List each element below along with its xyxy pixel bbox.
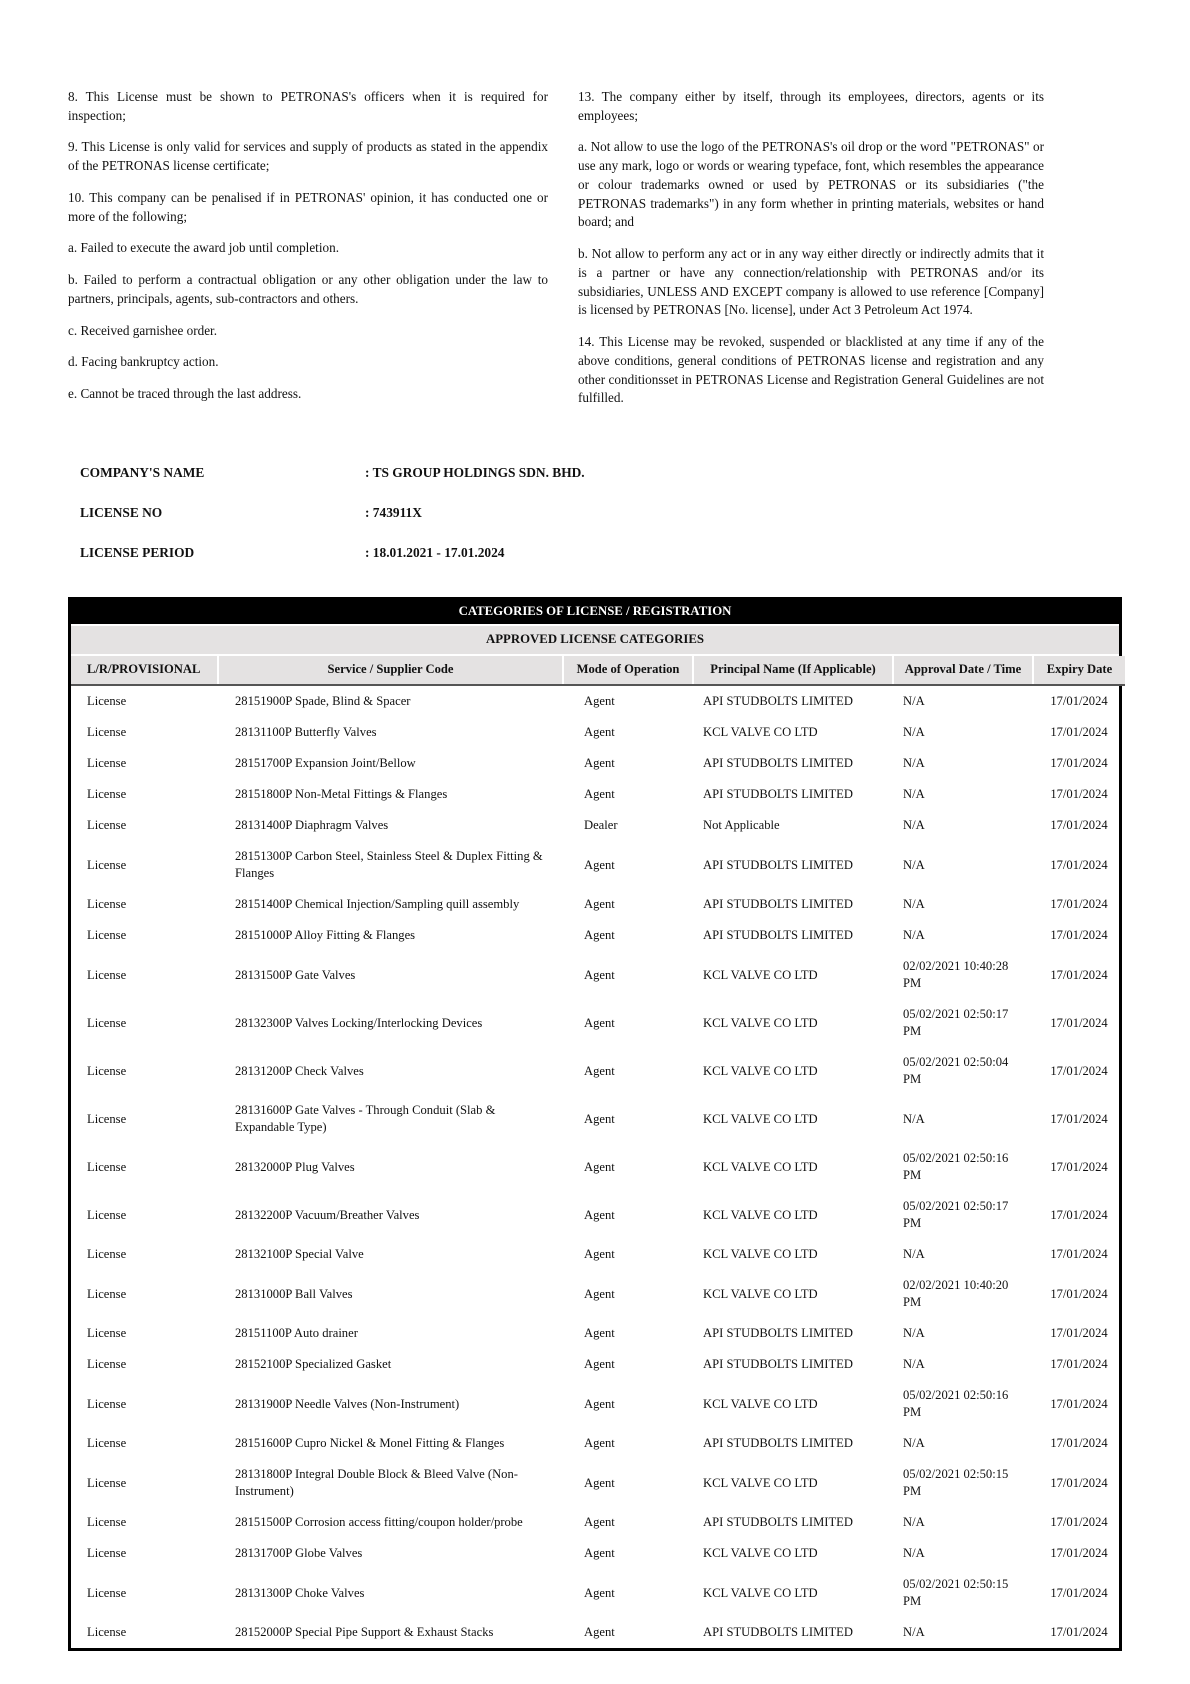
cell-expiry-date: 17/01/2024	[1050, 1286, 1108, 1301]
cell-mode: Agent	[584, 725, 615, 740]
cell-principal-name: API STUDBOLTS LIMITED	[703, 787, 853, 802]
column-header-expiry-date: Expiry Date	[1033, 656, 1125, 685]
cell-lr-provisional: License	[87, 1326, 127, 1341]
clause-paragraph: b. Failed to perform a contractual obligation or any other obligation under the law to partners, principals, agents, sub-contractors and others.	[68, 272, 548, 306]
license-period-value: : 18.01.2021 - 17.01.2024	[365, 545, 505, 561]
cell-principal-name: KCL VALVE CO LTD	[703, 1396, 818, 1411]
table-row	[71, 951, 1125, 999]
company-name-value: : TS GROUP HOLDINGS SDN. BHD.	[365, 465, 585, 481]
cell-principal-name: KCL VALVE CO LTD	[703, 1585, 818, 1600]
column-header-principal-name: Principal Name (If Applicable)	[693, 656, 893, 685]
cell-approval-date: N/A	[903, 787, 925, 802]
cell-mode: Agent	[584, 756, 615, 771]
table-row	[71, 685, 1125, 717]
cell-mode: Agent	[584, 1396, 615, 1411]
cell-service-code: 28152000P Special Pipe Support & Exhaust Stacks	[235, 1625, 494, 1640]
cell-approval-date: 05/02/2021 02:50:15 PM	[903, 1577, 1009, 1609]
license-no-label: LICENSE NO	[80, 505, 163, 521]
cell-expiry-date: 17/01/2024	[1050, 967, 1108, 982]
column-header-service-supplier-code: Service / Supplier Code	[218, 656, 563, 685]
cell-mode: Agent	[584, 1247, 615, 1262]
table-row	[71, 1380, 1125, 1428]
license-period-row	[80, 545, 1190, 561]
cell-principal-name: Not Applicable	[703, 818, 780, 833]
cell-approval-date: 05/02/2021 02:50:17 PM	[903, 1007, 1009, 1039]
column-header-lr-provisional: L/R/PROVISIONAL	[71, 656, 218, 685]
table-row	[71, 1047, 1125, 1095]
cell-service-code: 28132300P Valves Locking/Interlocking Devices	[235, 1015, 483, 1030]
company-name-label: COMPANY'S NAME	[80, 465, 205, 481]
cell-lr-provisional: License	[87, 1396, 127, 1411]
cell-mode: Agent	[584, 1475, 615, 1490]
cell-lr-provisional: License	[87, 756, 127, 771]
cell-service-code: 28131600P Gate Valves - Through Conduit (Slab & Expandable Type)	[235, 1103, 496, 1135]
cell-expiry-date: 17/01/2024	[1050, 1063, 1108, 1078]
cell-approval-date: N/A	[903, 1625, 925, 1640]
cell-expiry-date: 17/01/2024	[1050, 1207, 1108, 1222]
table-row	[71, 810, 1125, 841]
cell-expiry-date: 17/01/2024	[1050, 1396, 1108, 1411]
cell-service-code: 28151000P Alloy Fitting & Flanges	[235, 928, 416, 943]
cell-principal-name: API STUDBOLTS LIMITED	[703, 897, 853, 912]
cell-service-code: 28151400P Chemical Injection/Sampling quill assembly	[235, 897, 520, 912]
cell-expiry-date: 17/01/2024	[1050, 1515, 1108, 1530]
cell-approval-date: N/A	[903, 756, 925, 771]
table-row	[71, 1270, 1125, 1318]
cell-lr-provisional: License	[87, 1111, 127, 1126]
cell-service-code: 28131300P Choke Valves	[235, 1585, 365, 1600]
table-header-row	[71, 656, 1125, 685]
cell-approval-date: N/A	[903, 1111, 925, 1126]
cell-lr-provisional: License	[87, 818, 127, 833]
cell-expiry-date: 17/01/2024	[1050, 857, 1108, 872]
cell-expiry-date: 17/01/2024	[1050, 1159, 1108, 1174]
table-header	[71, 656, 1125, 685]
cell-expiry-date: 17/01/2024	[1050, 1585, 1108, 1600]
table-title-bar: CATEGORIES OF LICENSE / REGISTRATION	[71, 600, 1119, 626]
cell-lr-provisional: License	[87, 1159, 127, 1174]
cell-lr-provisional: License	[87, 1585, 127, 1600]
cell-mode: Dealer	[584, 818, 618, 833]
cell-principal-name: API STUDBOLTS LIMITED	[703, 1625, 853, 1640]
cell-lr-provisional: License	[87, 1015, 127, 1030]
cell-service-code: 28151500P Corrosion access fitting/coupon holder/probe	[235, 1515, 523, 1530]
cell-principal-name: KCL VALVE CO LTD	[703, 1286, 818, 1301]
clause-paragraph: 13. The company either by itself, through its employees, directors, agents or its employees;	[578, 89, 1044, 123]
cell-service-code: 28151100P Auto drainer	[235, 1326, 358, 1341]
cell-lr-provisional: License	[87, 1207, 127, 1222]
table-row	[71, 1143, 1125, 1191]
cell-service-code: 28151600P Cupro Nickel & Monel Fitting & Flanges	[235, 1436, 505, 1451]
table-row	[71, 717, 1125, 748]
table-row	[71, 920, 1125, 951]
cell-principal-name: API STUDBOLTS LIMITED	[703, 1515, 853, 1530]
cell-principal-name: KCL VALVE CO LTD	[703, 1159, 818, 1174]
cell-service-code: 28131900P Needle Valves (Non-Instrument)	[235, 1396, 460, 1411]
clause-paragraph: 8. This License must be shown to PETRONAS's officers when it is required for inspection;	[68, 89, 548, 123]
cell-expiry-date: 17/01/2024	[1050, 928, 1108, 943]
table-row	[71, 889, 1125, 920]
table-body	[71, 685, 1125, 1648]
cell-expiry-date: 17/01/2024	[1050, 1475, 1108, 1490]
table-row	[71, 1239, 1125, 1270]
table-row	[71, 1617, 1125, 1648]
cell-service-code: 28151700P Expansion Joint/Bellow	[235, 756, 416, 771]
cell-expiry-date: 17/01/2024	[1050, 1357, 1108, 1372]
cell-lr-provisional: License	[87, 1357, 127, 1372]
cell-lr-provisional: License	[87, 1286, 127, 1301]
column-header-approval-date-time: Approval Date / Time	[893, 656, 1033, 685]
clause-paragraph: 14. This License may be revoked, suspended or blacklisted at any time if any of the above conditions, general conditions of PETRONAS license and registration and any other conditionsset in PETRONAS License and Registration General Guidelines are not fulfilled.	[578, 334, 1044, 406]
cell-service-code: 28151300P Carbon Steel, Stainless Steel & Duplex Fitting & Flanges	[235, 849, 543, 881]
cell-mode: Agent	[584, 1326, 615, 1341]
cell-approval-date: N/A	[903, 694, 925, 709]
cell-principal-name: KCL VALVE CO LTD	[703, 1207, 818, 1222]
cell-expiry-date: 17/01/2024	[1050, 818, 1108, 833]
cell-mode: Agent	[584, 857, 615, 872]
table-row	[71, 1318, 1125, 1349]
cell-expiry-date: 17/01/2024	[1050, 725, 1108, 740]
license-categories-table-wrapper	[68, 597, 1122, 1651]
cell-expiry-date: 17/01/2024	[1050, 1625, 1108, 1640]
cell-expiry-date: 17/01/2024	[1050, 1247, 1108, 1262]
cell-principal-name: API STUDBOLTS LIMITED	[703, 1357, 853, 1372]
license-no-row	[80, 505, 1190, 521]
table-row	[71, 1538, 1125, 1569]
cell-mode: Agent	[584, 1625, 615, 1640]
cell-service-code: 28132200P Vacuum/Breather Valves	[235, 1207, 420, 1222]
cell-mode: Agent	[584, 928, 615, 943]
cell-mode: Agent	[584, 1111, 615, 1126]
clause-paragraph: 10. This company can be penalised if in PETRONAS' opinion, it has conducted one or more of the following;	[68, 189, 548, 224]
company-name-row	[80, 465, 1190, 481]
table-row	[71, 779, 1125, 810]
cell-expiry-date: 17/01/2024	[1050, 756, 1108, 771]
clause-paragraph: a. Not allow to use the logo of the PETRONAS's oil drop or the word "PETRONAS" or use any mark, logo or words or wearing typeface, font, which resembles the appearance or colour trademarks owned or used by PETRONAS or its subsidiaries ("the PETRONAS trademarks") in any form whether in printing materials, websites or hand board; and	[578, 139, 1044, 230]
cell-lr-provisional: License	[87, 897, 127, 912]
table-row	[71, 748, 1125, 779]
clause-paragraph: e. Cannot be traced through the last address.	[68, 386, 302, 402]
cell-mode: Agent	[584, 1159, 615, 1174]
cell-mode: Agent	[584, 1515, 615, 1530]
cell-lr-provisional: License	[87, 1063, 127, 1078]
cell-expiry-date: 17/01/2024	[1050, 787, 1108, 802]
cell-lr-provisional: License	[87, 694, 127, 709]
cell-lr-provisional: License	[87, 1475, 127, 1490]
cell-service-code: 28131100P Butterfly Valves	[235, 725, 377, 740]
license-conditions-section	[0, 0, 1190, 421]
cell-mode: Agent	[584, 1585, 615, 1600]
cell-mode: Agent	[584, 1063, 615, 1078]
cell-approval-date: 05/02/2021 02:50:17 PM	[903, 1199, 1009, 1231]
table-row	[71, 1507, 1125, 1538]
cell-approval-date: 05/02/2021 02:50:04 PM	[903, 1055, 1009, 1087]
cell-service-code: 28131400P Diaphragm Valves	[235, 818, 389, 833]
table-row	[71, 1095, 1125, 1143]
cell-principal-name: KCL VALVE CO LTD	[703, 1247, 818, 1262]
column-header-mode-of-operation: Mode of Operation	[563, 656, 693, 685]
cell-approval-date: 02/02/2021 10:40:20 PM	[903, 1278, 1009, 1310]
table-row	[71, 1459, 1125, 1507]
cell-service-code: 28131000P Ball Valves	[235, 1286, 353, 1301]
table-subtitle-bar: APPROVED LICENSE CATEGORIES	[71, 626, 1119, 656]
clause-paragraph: a. Failed to execute the award job until completion.	[68, 240, 339, 256]
cell-service-code: 28131200P Check Valves	[235, 1063, 364, 1078]
table-row	[71, 999, 1125, 1047]
cell-approval-date: N/A	[903, 1546, 925, 1561]
cell-principal-name: API STUDBOLTS LIMITED	[703, 694, 853, 709]
cell-lr-provisional: License	[87, 1625, 127, 1640]
cell-lr-provisional: License	[87, 787, 127, 802]
cell-lr-provisional: License	[87, 1515, 127, 1530]
cell-approval-date: 05/02/2021 02:50:16 PM	[903, 1388, 1009, 1420]
cell-principal-name: KCL VALVE CO LTD	[703, 1111, 818, 1126]
cell-principal-name: KCL VALVE CO LTD	[703, 1015, 818, 1030]
cell-approval-date: N/A	[903, 897, 925, 912]
table-row	[71, 1428, 1125, 1459]
cell-lr-provisional: License	[87, 1546, 127, 1561]
cell-lr-provisional: License	[87, 1436, 127, 1451]
cell-service-code: 28131800P Integral Double Block & Bleed Valve (Non-Instrument)	[235, 1467, 518, 1499]
cell-expiry-date: 17/01/2024	[1050, 1111, 1108, 1126]
table-row	[71, 1349, 1125, 1380]
clause-paragraph: d. Facing bankruptcy action.	[68, 354, 219, 370]
cell-approval-date: 05/02/2021 02:50:16 PM	[903, 1151, 1009, 1183]
cell-expiry-date: 17/01/2024	[1050, 694, 1108, 709]
clause-paragraph: c. Received garnishee order.	[68, 322, 218, 338]
cell-expiry-date: 17/01/2024	[1050, 1546, 1108, 1561]
cell-approval-date: 05/02/2021 02:50:15 PM	[903, 1467, 1009, 1499]
cell-lr-provisional: License	[87, 928, 127, 943]
cell-lr-provisional: License	[87, 967, 127, 982]
cell-service-code: 28132000P Plug Valves	[235, 1159, 355, 1174]
cell-principal-name: KCL VALVE CO LTD	[703, 967, 818, 982]
table-row	[71, 1569, 1125, 1617]
cell-lr-provisional: License	[87, 725, 127, 740]
company-info-section	[80, 465, 1190, 561]
cell-mode: Agent	[584, 1207, 615, 1222]
approved-license-categories-table	[71, 656, 1125, 1648]
license-period-label: LICENSE PERIOD	[80, 545, 195, 561]
cell-approval-date: N/A	[903, 725, 925, 740]
cell-mode: Agent	[584, 1286, 615, 1301]
cell-lr-provisional: License	[87, 857, 127, 872]
cell-service-code: 28132100P Special Valve	[235, 1247, 364, 1262]
cell-lr-provisional: License	[87, 1247, 127, 1262]
cell-mode: Agent	[584, 1546, 615, 1561]
cell-service-code: 28131500P Gate Valves	[235, 967, 356, 982]
cell-mode: Agent	[584, 1436, 615, 1451]
cell-principal-name: API STUDBOLTS LIMITED	[703, 857, 853, 872]
conditions-right-column	[578, 88, 1044, 421]
cell-approval-date: N/A	[903, 1515, 925, 1530]
cell-principal-name: KCL VALVE CO LTD	[703, 1063, 818, 1078]
cell-service-code: 28152100P Specialized Gasket	[235, 1357, 392, 1372]
cell-mode: Agent	[584, 1357, 615, 1372]
conditions-left-column	[68, 88, 548, 421]
cell-expiry-date: 17/01/2024	[1050, 1326, 1108, 1341]
cell-approval-date: N/A	[903, 1247, 925, 1262]
cell-mode: Agent	[584, 1015, 615, 1030]
cell-mode: Agent	[584, 967, 615, 982]
cell-approval-date: 02/02/2021 10:40:28 PM	[903, 959, 1009, 991]
cell-principal-name: KCL VALVE CO LTD	[703, 725, 818, 740]
cell-principal-name: API STUDBOLTS LIMITED	[703, 1436, 853, 1451]
cell-approval-date: N/A	[903, 1326, 925, 1341]
cell-expiry-date: 17/01/2024	[1050, 1015, 1108, 1030]
cell-mode: Agent	[584, 897, 615, 912]
clause-paragraph: 9. This License is only valid for services and supply of products as stated in the appendix of the PETRONAS license certificate;	[68, 139, 548, 174]
cell-principal-name: API STUDBOLTS LIMITED	[703, 1326, 853, 1341]
cell-service-code: 28151800P Non-Metal Fittings & Flanges	[235, 787, 448, 802]
cell-service-code: 28151900P Spade, Blind & Spacer	[235, 694, 411, 709]
cell-approval-date: N/A	[903, 1357, 925, 1372]
cell-approval-date: N/A	[903, 928, 925, 943]
cell-expiry-date: 17/01/2024	[1050, 1436, 1108, 1451]
cell-approval-date: N/A	[903, 1436, 925, 1451]
cell-mode: Agent	[584, 787, 615, 802]
cell-mode: Agent	[584, 694, 615, 709]
cell-approval-date: N/A	[903, 857, 925, 872]
cell-expiry-date: 17/01/2024	[1050, 897, 1108, 912]
cell-principal-name: KCL VALVE CO LTD	[703, 1546, 818, 1561]
cell-principal-name: API STUDBOLTS LIMITED	[703, 928, 853, 943]
table-row	[71, 841, 1125, 889]
cell-principal-name: API STUDBOLTS LIMITED	[703, 756, 853, 771]
license-no-value: : 743911X	[365, 505, 422, 521]
cell-service-code: 28131700P Globe Valves	[235, 1546, 363, 1561]
table-row	[71, 1191, 1125, 1239]
cell-principal-name: KCL VALVE CO LTD	[703, 1475, 818, 1490]
clause-paragraph: b. Not allow to perform any act or in any way either directly or indirectly admits that it is a partner or have any connection/relationship with PETRONAS and/or its subsidiaries, UNLESS AND EXCEPT company is allowed to use reference [Company] is licensed by PETRONAS [No. license], under Act 3 Petroleum Act 1974.	[578, 246, 1044, 318]
cell-approval-date: N/A	[903, 818, 925, 833]
